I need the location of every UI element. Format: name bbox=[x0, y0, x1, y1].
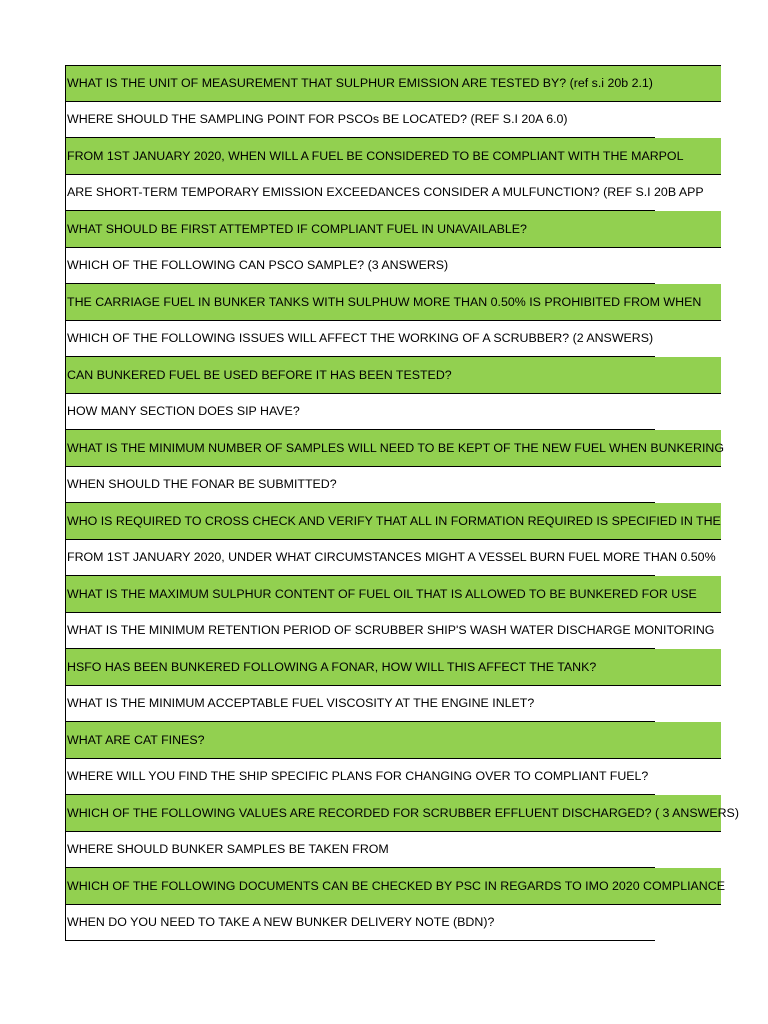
table-row[interactable] bbox=[66, 394, 655, 431]
table-row[interactable] bbox=[66, 65, 721, 102]
table-row[interactable] bbox=[66, 503, 721, 540]
table-row[interactable] bbox=[66, 576, 721, 613]
table-row[interactable] bbox=[66, 430, 725, 467]
table-row[interactable] bbox=[66, 832, 655, 869]
question-cell[interactable]: CAN BUNKERED FUEL BE USED BEFORE IT HAS BEEN TESTED? bbox=[67, 367, 452, 382]
table-row[interactable] bbox=[66, 759, 655, 796]
question-cell[interactable]: WHERE SHOULD BUNKER SAMPLES BE TAKEN FROM bbox=[67, 842, 389, 857]
question-cell[interactable]: WHAT IS THE MINIMUM RETENTION PERIOD OF SCRUBBER SHIP'S WASH WATER DISCHARGE MONITORING bbox=[67, 623, 715, 638]
question-sheet bbox=[65, 65, 739, 941]
table-row[interactable] bbox=[66, 357, 721, 394]
question-cell[interactable]: WHERE SHOULD THE SAMPLING POINT FOR PSCOs BE LOCATED? (REF S.I 20A 6.0) bbox=[67, 112, 568, 127]
table-row[interactable] bbox=[66, 540, 716, 577]
question-cell[interactable]: FROM 1ST JANUARY 2020, UNDER WHAT CIRCUMSTANCES MIGHT A VESSEL BURN FUEL MORE THAN 0.50% bbox=[67, 550, 716, 565]
question-cell[interactable]: HSFO HAS BEEN BUNKERED FOLLOWING A FONAR, HOW WILL THIS AFFECT THE TANK? bbox=[67, 659, 597, 674]
question-cell[interactable]: WHAT SHOULD BE FIRST ATTEMPTED IF COMPLIANT FUEL IN UNAVAILABLE? bbox=[67, 221, 527, 236]
table-row[interactable] bbox=[66, 467, 655, 504]
table-row[interactable] bbox=[66, 321, 655, 358]
question-cell[interactable]: WHAT IS THE MAXIMUM SULPHUR CONTENT OF FUEL OIL THAT IS ALLOWED TO BE BUNKERED FOR USE bbox=[67, 586, 697, 601]
table-row[interactable] bbox=[66, 649, 721, 686]
question-cell[interactable]: WHEN DO YOU NEED TO TAKE A NEW BUNKER DELIVERY NOTE (BDN)? bbox=[67, 915, 495, 930]
table-row[interactable] bbox=[66, 211, 721, 248]
table-row[interactable] bbox=[66, 175, 704, 212]
question-cell[interactable]: WHEN SHOULD THE FONAR BE SUBMITTED? bbox=[67, 477, 337, 492]
table-row[interactable] bbox=[66, 868, 725, 905]
table-row[interactable] bbox=[66, 686, 655, 723]
question-cell[interactable]: WHO IS REQUIRED TO CROSS CHECK AND VERIFY THAT ALL IN FORMATION REQUIRED IS SPECIFIED IN THE bbox=[67, 513, 721, 528]
question-cell[interactable]: WHICH OF THE FOLLOWING DOCUMENTS CAN BE CHECKED BY PSC IN REGARDS TO IMO 2020 COMPLIANCE bbox=[67, 878, 725, 893]
question-cell[interactable]: WHICH OF THE FOLLOWING VALUES ARE RECORDED FOR SCRUBBER EFFLUENT DISCHARGED? ( 3 ANSWERS) bbox=[67, 805, 739, 820]
table-row[interactable] bbox=[66, 905, 655, 942]
question-cell[interactable]: WHICH OF THE FOLLOWING ISSUES WILL AFFECT THE WORKING OF A SCRUBBER? (2 ANSWERS) bbox=[67, 331, 654, 346]
question-cell[interactable]: THE CARRIAGE FUEL IN BUNKER TANKS WITH SULPHUW MORE THAN 0.50% IS PROHIBITED FROM WHEN bbox=[67, 294, 702, 309]
question-cell[interactable]: HOW MANY SECTION DOES SIP HAVE? bbox=[67, 404, 300, 419]
table-row[interactable] bbox=[66, 722, 721, 759]
table-row[interactable] bbox=[66, 102, 655, 139]
question-cell[interactable]: WHAT IS THE MINIMUM NUMBER OF SAMPLES WILL NEED TO BE KEPT OF THE NEW FUEL WHEN BUNKERING bbox=[67, 440, 725, 455]
table-row[interactable] bbox=[66, 138, 721, 175]
question-cell[interactable]: WHERE WILL YOU FIND THE SHIP SPECIFIC PLANS FOR CHANGING OVER TO COMPLIANT FUEL? bbox=[67, 769, 649, 784]
table-row[interactable] bbox=[66, 795, 739, 832]
question-cell[interactable]: WHAT ARE CAT FINES? bbox=[67, 732, 205, 747]
question-cell[interactable]: FROM 1ST JANUARY 2020, WHEN WILL A FUEL BE CONSIDERED TO BE COMPLIANT WITH THE MARPOL bbox=[67, 148, 684, 163]
table-row[interactable] bbox=[66, 613, 715, 650]
question-cell[interactable]: WHAT IS THE UNIT OF MEASUREMENT THAT SULPHUR EMISSION ARE TESTED BY? (ref s.i 20b 2.1) bbox=[67, 76, 653, 91]
table-row[interactable] bbox=[66, 248, 655, 285]
question-cell[interactable]: ARE SHORT-TERM TEMPORARY EMISSION EXCEEDANCES CONSIDER A MULFUNCTION? (REF S.I 20B APP bbox=[67, 185, 704, 200]
table-row[interactable] bbox=[66, 284, 721, 321]
question-cell[interactable]: WHAT IS THE MINIMUM ACCEPTABLE FUEL VISCOSITY AT THE ENGINE INLET? bbox=[67, 696, 535, 711]
question-cell[interactable]: WHICH OF THE FOLLOWING CAN PSCO SAMPLE? (3 ANSWERS) bbox=[67, 258, 449, 273]
